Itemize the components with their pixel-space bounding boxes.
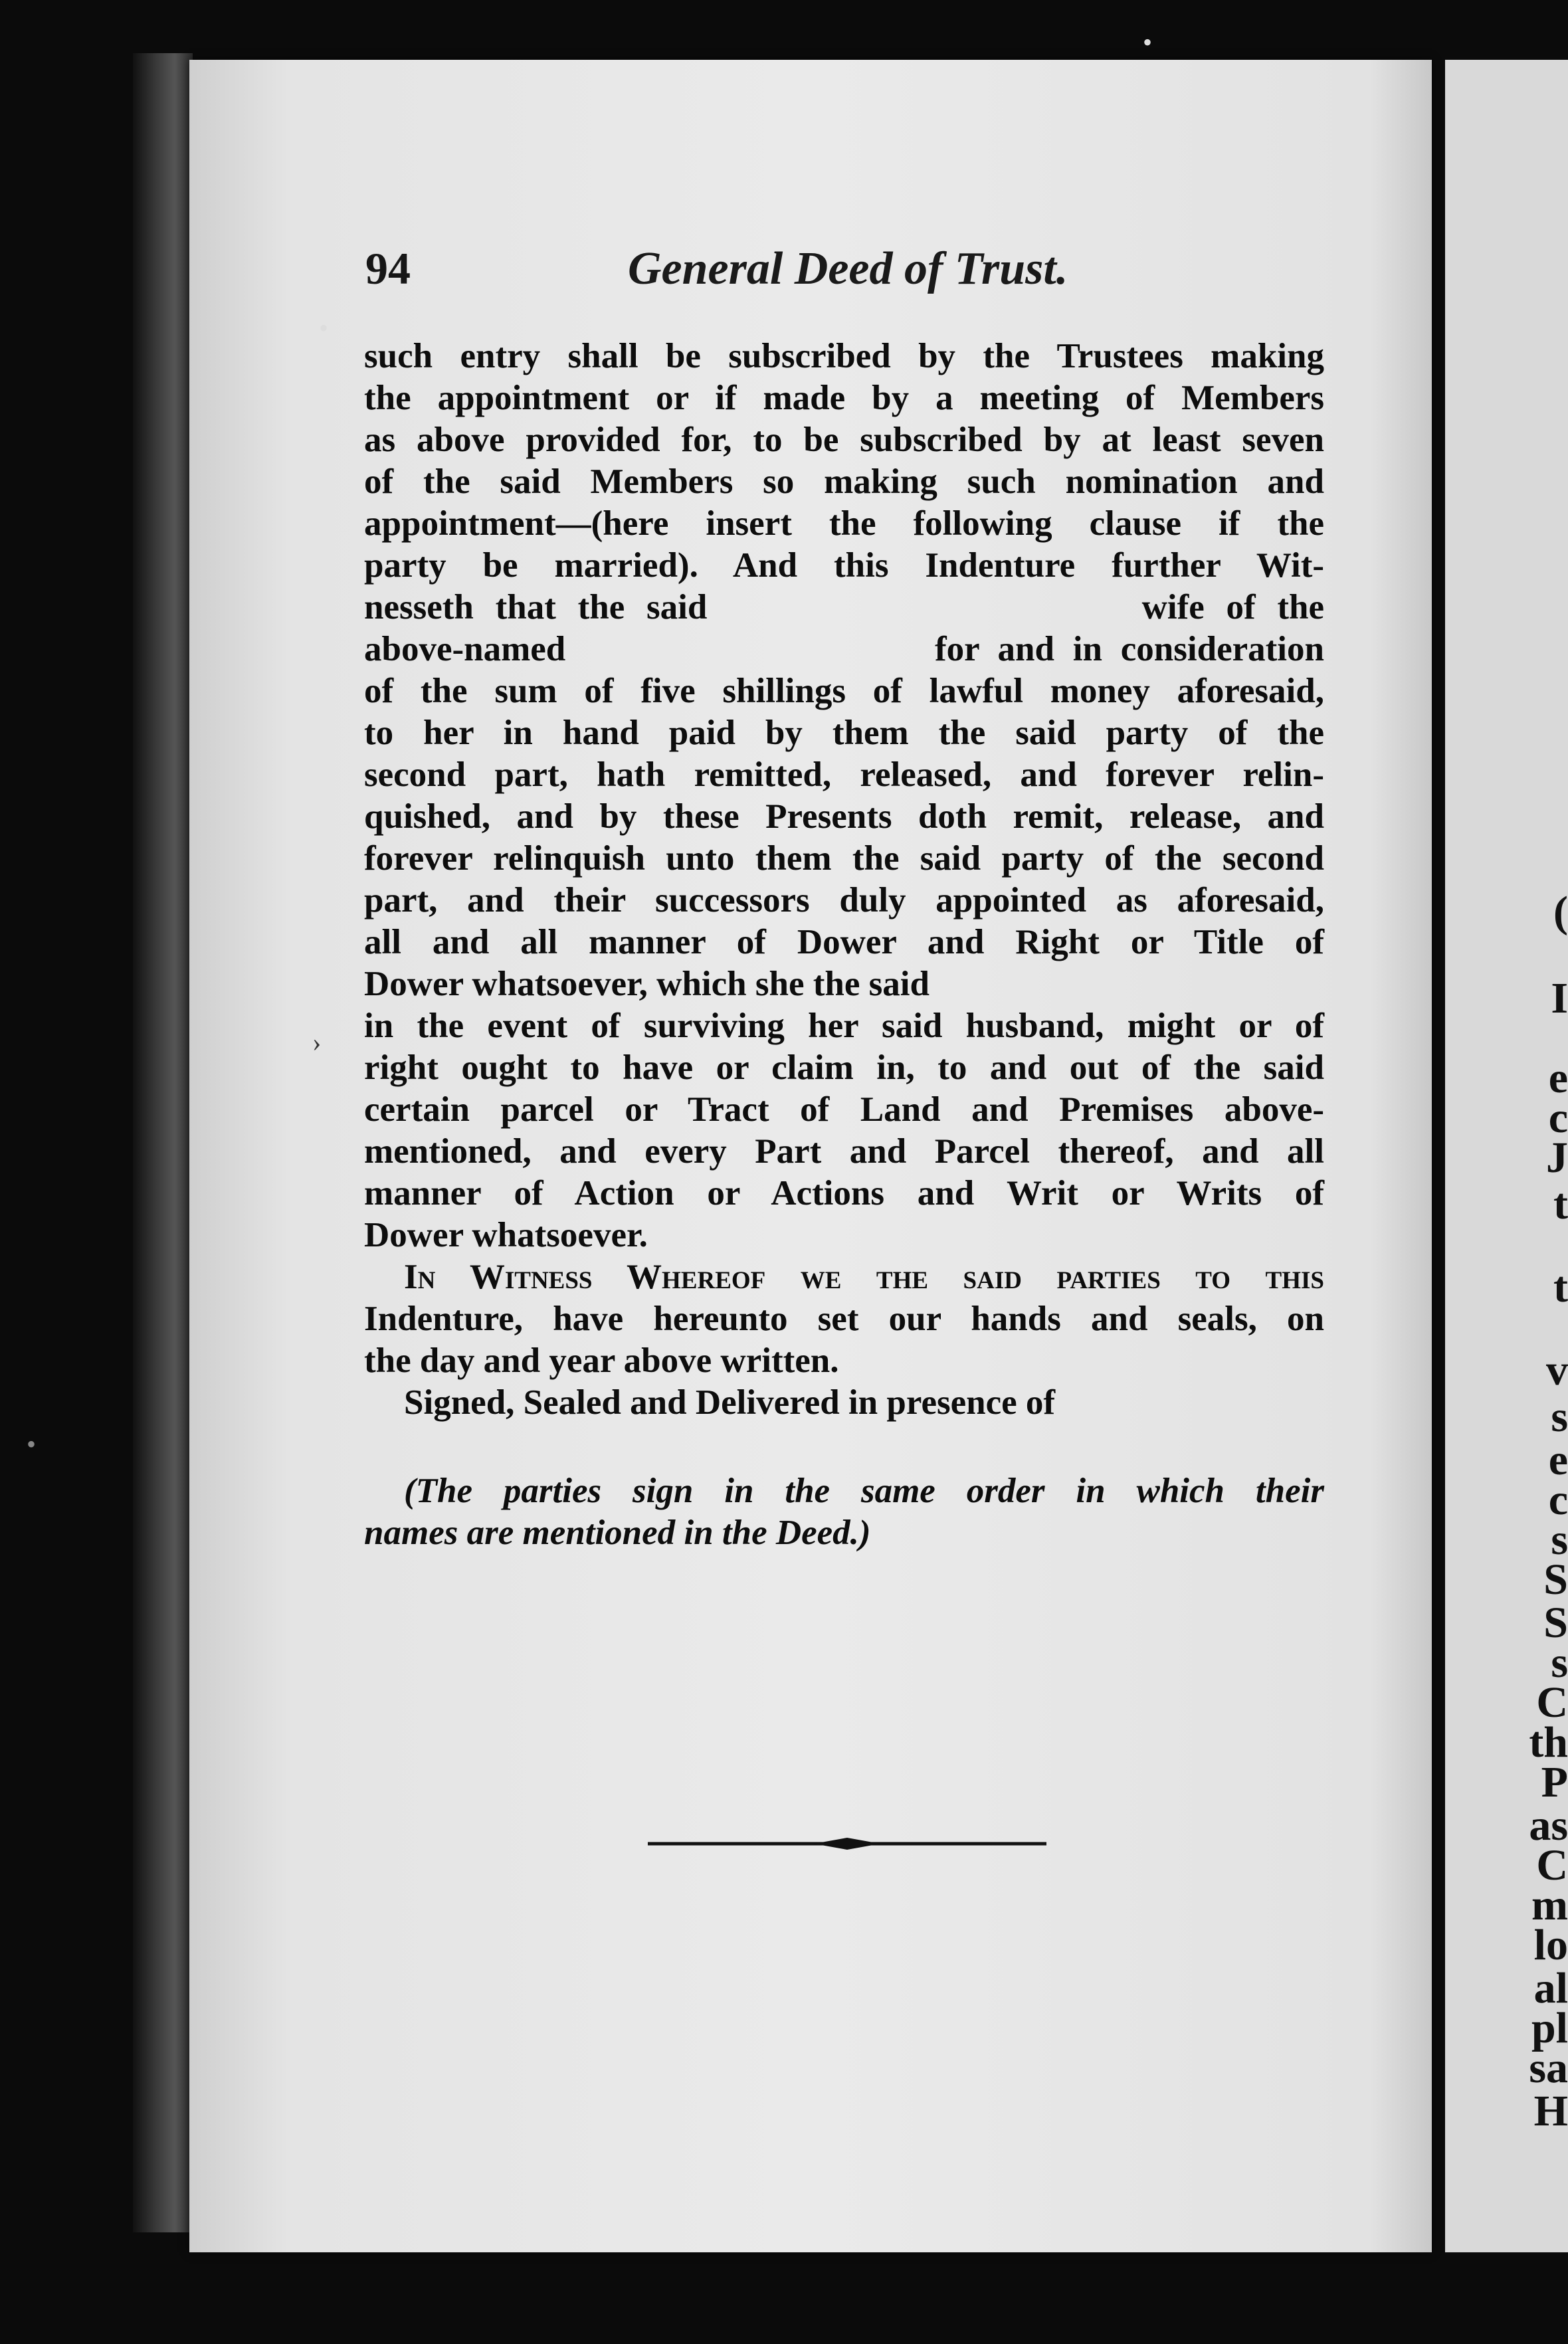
body-line: forever relinquish unto them the said party of the second (364, 839, 1324, 878)
scan-speck: • (27, 1429, 37, 1459)
fragment-letter: s (1551, 1515, 1568, 1564)
body-line: party be married). And this Indenture further Wit- (364, 546, 1324, 585)
body-line: appointment—(here insert the following clause if the (364, 504, 1324, 543)
ornamental-rule (648, 1834, 1046, 1854)
fragment-letter: e (1548, 1054, 1568, 1102)
witness-line: Indenture, have hereunto set our hands and seals, on (364, 1300, 1324, 1338)
fragment-letter: t (1553, 1180, 1568, 1228)
body-line: Dower whatsoever, which she the said (364, 965, 930, 1003)
body-line: of the said Members so making such nomination and (364, 462, 1324, 501)
fragment-letter: s (1551, 1638, 1568, 1687)
body-line: quished, and by these Presents doth remit, release, and (364, 797, 1324, 836)
body-line: Dower whatsoever. (364, 1216, 648, 1254)
page-body (364, 336, 1324, 1554)
fragment-letter: S (1543, 1555, 1568, 1604)
scan-speck: • (1143, 27, 1153, 57)
body-line: manner of Action or Actions and Writ or Writs of (364, 1174, 1324, 1213)
body-line: all and all manner of Dower and Right or Title of (364, 923, 1324, 961)
body-line: as above provided for, to be subscribed by at least seven (364, 421, 1324, 459)
body-line: the appointment or if made by a meeting of Members (364, 379, 1324, 417)
fragment-letter: al (1533, 1964, 1568, 2012)
fragment-letter: e (1548, 1436, 1568, 1484)
adjacent-page-fragment (1445, 60, 1568, 2252)
body-line: mentioned, and every Part and Parcel thereof, and all (364, 1132, 1324, 1171)
book-binding (133, 53, 193, 2232)
fragment-letter: pl (1531, 2004, 1568, 2052)
page-header (365, 243, 1362, 302)
fragment-letter: H (1533, 2087, 1568, 2135)
fragment-letter: ( (1553, 888, 1568, 936)
fragment-letter: C (1536, 1678, 1568, 1727)
note-line: names are mentioned in the Deed.) (364, 1514, 871, 1552)
body-line: of the sum of five shillings of lawful money aforesaid, (364, 672, 1324, 710)
body-line: to her in hand paid by them the said party of the (364, 714, 1324, 752)
margin-mark: › (312, 1027, 322, 1057)
fragment-letter: v (1546, 1346, 1568, 1395)
body-line: above-named for and in consideration (364, 630, 1324, 668)
fragment-letter: t (1553, 1263, 1568, 1312)
fragment-letter: I (1551, 974, 1568, 1023)
fragment-letter: th (1529, 1718, 1568, 1767)
fragment-letter: J (1546, 1133, 1568, 1182)
note-line: (The parties sign in the same order in which their (404, 1472, 1324, 1510)
spacer (364, 1424, 1324, 1470)
signed-line: Signed, Sealed and Delivered in presence of (404, 1383, 1056, 1422)
fragment-letter: s (1551, 1393, 1568, 1441)
witness-line: the day and year above written. (364, 1341, 839, 1380)
body-line: certain parcel or Tract of Land and Premises above- (364, 1090, 1324, 1129)
fragment-letter: P (1541, 1758, 1568, 1807)
body-line: second part, hath remitted, released, and forever relin- (364, 755, 1324, 794)
body-line: right ought to have or claim in, to and out of the said (364, 1048, 1324, 1087)
fragment-letter: lo (1533, 1921, 1568, 1969)
body-line: in the event of surviving her said husband, might or of (364, 1007, 1324, 1045)
fragment-letter: c (1548, 1476, 1568, 1524)
fragment-letter: S (1543, 1599, 1568, 1647)
witness-line: In Witness Whereof we the said parties to this (404, 1258, 1324, 1296)
fragment-letter: C (1536, 1841, 1568, 1890)
body-line: part, and their successors duly appointed as aforesaid, (364, 881, 1324, 920)
page-number: 94 (365, 243, 411, 294)
fragment-letter: as (1529, 1801, 1568, 1850)
body-line: such entry shall be subscribed by the Trustees making (364, 337, 1324, 375)
fragment-letter: c (1548, 1094, 1568, 1142)
running-title: General Deed of Trust. (628, 243, 1068, 294)
body-line: nesseth that the said wife of the (364, 588, 1324, 627)
fragment-letter: m (1531, 1881, 1568, 1929)
scan-speck: • (319, 313, 329, 343)
fragment-letter: sa (1529, 2044, 1568, 2092)
